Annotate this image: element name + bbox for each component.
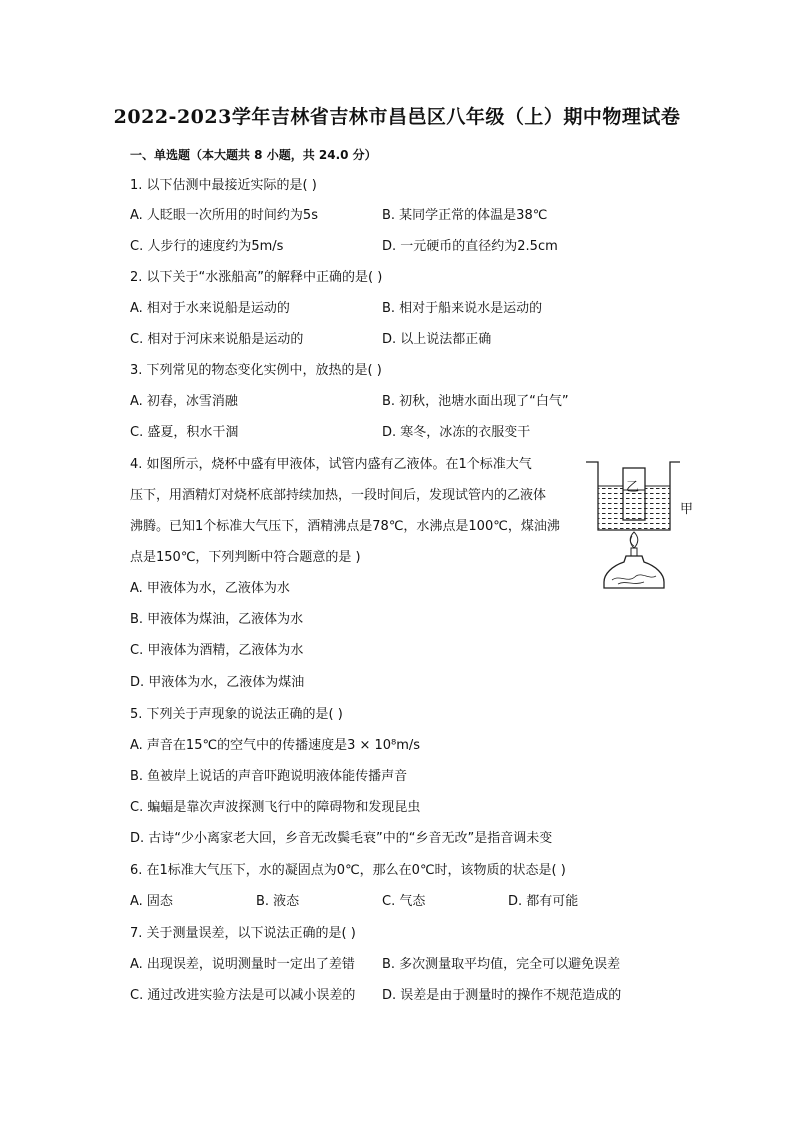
question-2-option-a[interactable]: A. 相对于水来说船是运动的 xyxy=(130,301,290,316)
beaker-lamp-figure xyxy=(584,456,704,596)
question-7-option-c[interactable]: C. 通过改进实验方法是可以减小误差的 xyxy=(130,988,356,1003)
question-2-option-b[interactable]: B. 相对于船来说水是运动的 xyxy=(382,301,543,316)
question-1-option-a[interactable]: A. 人眨眼一次所用的时间约为5s xyxy=(130,208,318,223)
test-tube-label: 乙 xyxy=(626,480,640,495)
question-1-option-d[interactable]: D. 一元硬币的直径约为2.5cm xyxy=(382,239,558,254)
section-heading: 一、单选题（本大题共 8 小题，共 24.0 分） xyxy=(130,148,377,162)
question-5-option-b[interactable]: B. 鱼被岸上说话的声音吓跑说明液体能传播声音 xyxy=(130,769,408,784)
question-4-option-d[interactable]: D. 甲液体为水，乙液体为煤油 xyxy=(130,675,305,690)
page-title: 2022-2023学年吉林省吉林市昌邑区八年级（上）期中物理试卷 xyxy=(113,106,681,128)
question-2-stem: 2. 以下关于“水涨船高”的解释中正确的是( ) xyxy=(130,270,383,285)
question-2-option-d[interactable]: D. 以上说法都正确 xyxy=(382,332,492,347)
question-6-stem: 6. 在1标准大气压下，水的凝固点为0℃，那么在0℃时，该物质的状态是( ) xyxy=(130,863,566,878)
question-6-option-a[interactable]: A. 固态 xyxy=(130,894,173,909)
question-7-option-a[interactable]: A. 出现误差，说明测量时一定出了差错 xyxy=(130,957,355,972)
question-4-option-a[interactable]: A. 甲液体为水，乙液体为水 xyxy=(130,581,290,596)
beaker-label: 甲 xyxy=(680,502,694,517)
question-2-option-c[interactable]: C. 相对于河床来说船是运动的 xyxy=(130,332,304,347)
question-7-stem: 7. 关于测量误差，以下说法正确的是( ) xyxy=(130,926,356,941)
question-5-option-a[interactable]: A. 声音在15℃的空气中的传播速度是3 × 10⁸m/s xyxy=(130,738,421,753)
question-5-stem: 5. 下列关于声现象的说法正确的是( ) xyxy=(130,707,343,722)
question-3-stem: 3. 下列常见的物态变化实例中，放热的是( ) xyxy=(130,363,382,378)
question-1-stem: 1. 以下估测中最接近实际的是( ) xyxy=(130,178,317,193)
question-3-option-c[interactable]: C. 盛夏，积水干涸 xyxy=(130,425,239,440)
question-4-option-c[interactable]: C. 甲液体为酒精，乙液体为水 xyxy=(130,643,304,658)
question-6-option-b[interactable]: B. 液态 xyxy=(256,894,300,909)
question-4-stem-line-2: 压下，用酒精灯对烧杯底部持续加热，一段时间后，发现试管内的乙液体 xyxy=(130,488,547,503)
question-6-option-c[interactable]: C. 气态 xyxy=(382,894,426,909)
question-5-option-c[interactable]: C. 蝙蝠是靠次声波探测飞行中的障碍物和发现昆虫 xyxy=(130,800,421,815)
question-1-option-b[interactable]: B. 某同学正常的体温是38℃ xyxy=(382,208,548,223)
question-4-stem-line-1: 4. 如图所示，烧杯中盛有甲液体，试管内盛有乙液体。在1个标准大气 xyxy=(130,457,532,472)
beaker-lamp-drawing xyxy=(584,456,704,596)
question-7-option-d[interactable]: D. 误差是由于测量时的操作不规范造成的 xyxy=(382,988,622,1003)
question-4-stem-line-4: 点是150℃，下列判断中符合题意的是 ) xyxy=(130,550,361,565)
lamp-wick xyxy=(631,548,637,556)
question-4-stem-line-3: 沸腾。已知1个标准大气压下，酒精沸点是78℃，水沸点是100℃，煤油沸 xyxy=(130,519,560,534)
question-1-option-c[interactable]: C. 人步行的速度约为5m/s xyxy=(130,239,284,254)
question-3-option-a[interactable]: A. 初春，冰雪消融 xyxy=(130,394,238,409)
question-6-option-d[interactable]: D. 都有可能 xyxy=(508,894,579,909)
question-7-option-b[interactable]: B. 多次测量取平均值，完全可以避免误差 xyxy=(382,957,621,972)
question-3-option-b[interactable]: B. 初秋，池塘水面出现了“白气” xyxy=(382,394,569,409)
question-3-option-d[interactable]: D. 寒冬，冰冻的衣服变干 xyxy=(382,425,531,440)
question-4-option-b[interactable]: B. 甲液体为煤油，乙液体为水 xyxy=(130,612,304,627)
question-5-option-d[interactable]: D. 古诗“少小离家老大回，乡音无改鬓毛衰”中的“乡音无改”是指音调未变 xyxy=(130,831,553,846)
